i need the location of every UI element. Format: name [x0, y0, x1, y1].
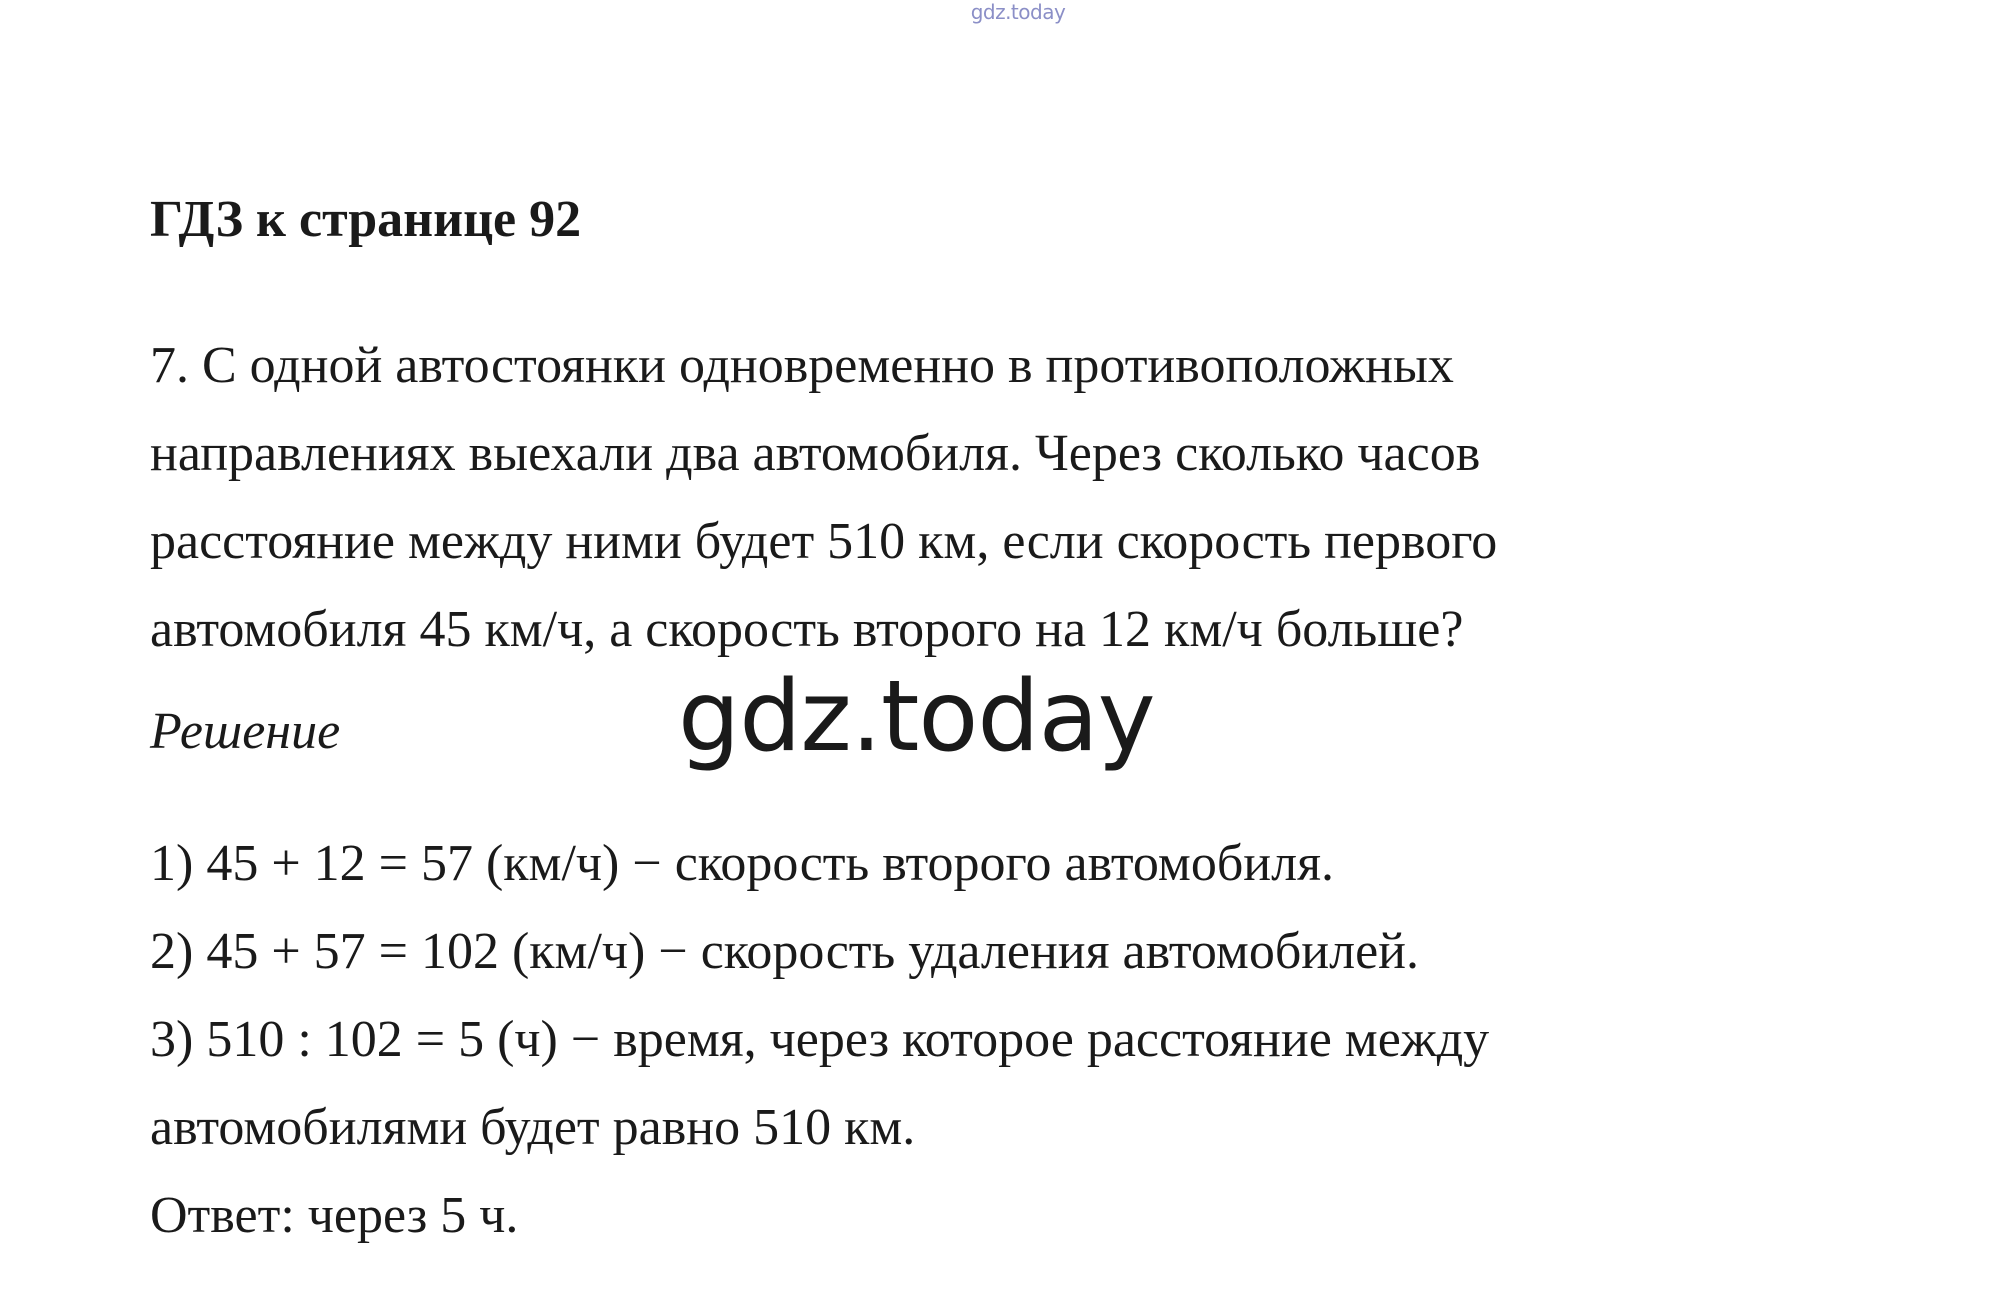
solution-line: 2) 45 + 57 = 102 (км/ч) − скорость удаления автомобилей. — [150, 923, 1419, 980]
problem-line: 7. С одной автостоянки одновременно в противоположных — [150, 337, 1454, 394]
page-title: ГДЗ к странице 92 — [150, 191, 582, 248]
answer-line: Ответ: через 5 ч. — [150, 1187, 519, 1244]
problem-line: направлениях выехали два автомобиля. Через сколько часов — [150, 425, 1481, 482]
watermark-small: gdz.today — [970, 0, 1066, 24]
solution-label: Решение — [150, 703, 341, 760]
problem-line: автомобиля 45 км/ч, а скорость второго на 12 км/ч больше? — [150, 601, 1464, 658]
watermark-big: gdz.today — [678, 660, 1155, 774]
solution-line: 1) 45 + 12 = 57 (км/ч) − скорость второго автомобиля. — [150, 835, 1334, 892]
solution-line: 3) 510 : 102 = 5 (ч) − время, через которое расстояние между — [150, 1011, 1490, 1068]
problem-text — [150, 322, 1870, 674]
solution-line: автомобилями будет равно 510 км. — [150, 1099, 916, 1156]
problem-line: расстояние между ними будет 510 км, если скорость первого — [150, 513, 1498, 570]
solution-steps — [150, 820, 1489, 1260]
